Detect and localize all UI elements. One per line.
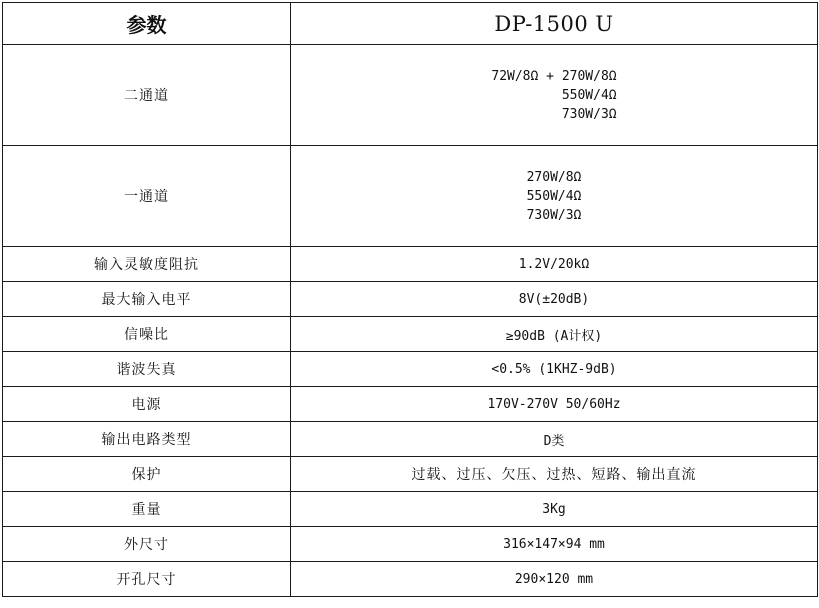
value-line: 270W/8Ω xyxy=(526,169,582,185)
row-label-single-channel: 一通道 xyxy=(3,146,291,247)
value-line: 550W/4Ω xyxy=(526,188,582,204)
row-value-dimensions: 316×147×94 mm xyxy=(291,527,818,562)
table-row xyxy=(3,45,818,146)
row-value-protection: 过载、过压、欠压、过热、短路、输出直流 xyxy=(291,457,818,492)
row-value-thd: <0.5% (1KHZ-9dB) xyxy=(291,352,818,387)
value-line: 730W/3Ω xyxy=(526,207,582,223)
row-value-cutout: 290×120 mm xyxy=(291,562,818,597)
table-row xyxy=(3,282,818,317)
row-label-snr: 信噪比 xyxy=(3,317,291,352)
row-value-output-circuit: D类 xyxy=(291,422,818,457)
table-row xyxy=(3,352,818,387)
table-row xyxy=(3,562,818,597)
table-row xyxy=(3,457,818,492)
row-label-weight: 重量 xyxy=(3,492,291,527)
table-row xyxy=(3,247,818,282)
table-header-row xyxy=(3,3,818,45)
table-row xyxy=(3,146,818,247)
model-header: DP-1500 U xyxy=(291,3,818,45)
row-value-dual-channel xyxy=(291,45,818,146)
row-label-dual-channel: 二通道 xyxy=(3,45,291,146)
value-line: 72W/8Ω + 270W/8Ω xyxy=(491,68,617,84)
table-row xyxy=(3,317,818,352)
row-label-dimensions: 外尺寸 xyxy=(3,527,291,562)
param-header: 参数 xyxy=(3,3,291,45)
spec-table xyxy=(2,2,818,597)
row-label-input-sensitivity: 输入灵敏度阻抗 xyxy=(3,247,291,282)
table-row xyxy=(3,527,818,562)
row-label-output-circuit: 输出电路类型 xyxy=(3,422,291,457)
row-value-single-channel xyxy=(291,146,818,247)
table-row xyxy=(3,422,818,457)
row-label-protection: 保护 xyxy=(3,457,291,492)
row-value-input-sensitivity: 1.2V/20kΩ xyxy=(291,247,818,282)
row-label-thd: 谐波失真 xyxy=(3,352,291,387)
value-line: 730W/3Ω xyxy=(561,106,617,122)
row-value-max-input-level: 8V(±20dB) xyxy=(291,282,818,317)
row-label-max-input-level: 最大输入电平 xyxy=(3,282,291,317)
row-value-power: 170V-270V 50/60Hz xyxy=(291,387,818,422)
table-row xyxy=(3,492,818,527)
row-label-cutout: 开孔尺寸 xyxy=(3,562,291,597)
spec-sheet xyxy=(2,2,817,606)
value-lines xyxy=(491,67,616,124)
table-row xyxy=(3,387,818,422)
row-value-snr: ≥90dB (A计权) xyxy=(291,317,818,352)
row-label-power: 电源 xyxy=(3,387,291,422)
value-line: 550W/4Ω xyxy=(561,87,617,103)
value-lines xyxy=(527,168,582,225)
row-value-weight: 3Kg xyxy=(291,492,818,527)
